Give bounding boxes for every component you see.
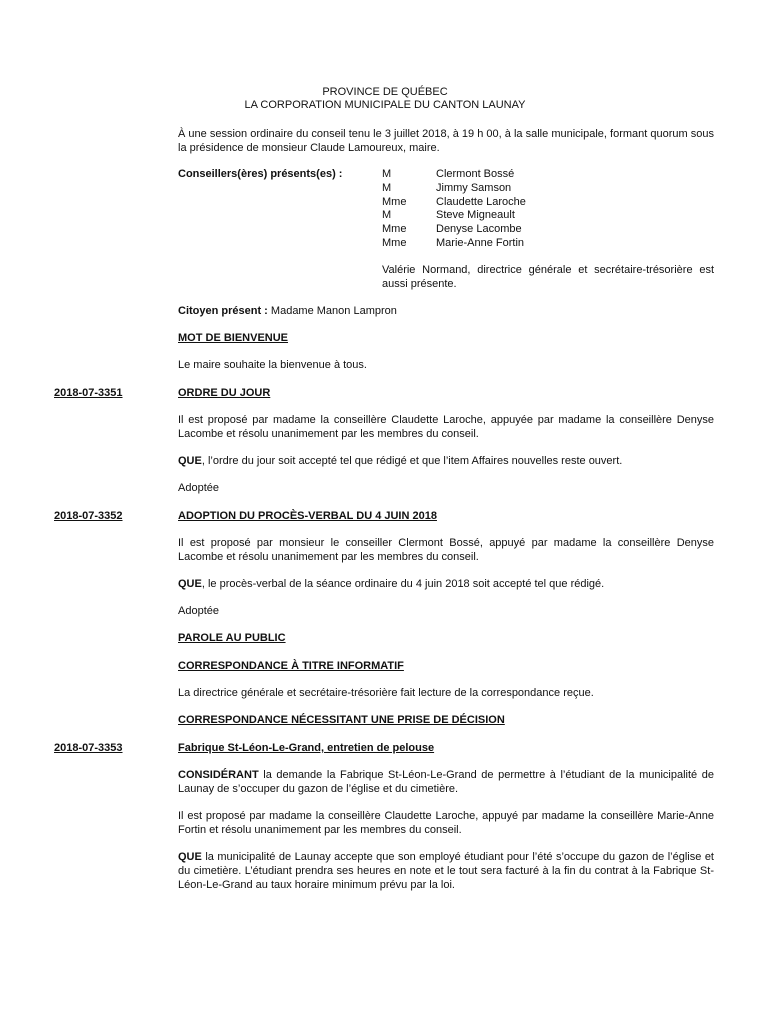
- minutes-que: [178, 577, 604, 591]
- dg-presence-note: Valérie Normand, directrice générale et secrétaire-trésorière est aussi présente.: [382, 264, 714, 290]
- member-title: M: [382, 168, 392, 180]
- corr-info-heading: CORRESPONDANCE À TITRE INFORMATIF: [178, 660, 404, 672]
- resolution-number: 2018-07-3353: [54, 742, 123, 754]
- citizen-name: Madame Manon Lampron: [267, 305, 397, 317]
- que-text: , le procès-verbal de la séance ordinaire du 4 juin 2018 soit accepté tel que rédigé.: [201, 578, 605, 590]
- member-title: Mme: [382, 196, 407, 208]
- agenda-adopted: Adoptée: [178, 482, 219, 494]
- attendance-row: [382, 222, 722, 236]
- attendance-row: [382, 167, 722, 181]
- citizen-label: Citoyen présent :: [178, 305, 268, 317]
- resolution-number: 2018-07-3351: [54, 387, 123, 399]
- member-title: M: [382, 182, 392, 194]
- minutes-proposal: Il est proposé par monsieur le conseiller Clermont Bossé, appuyé par madame la conseillère Denyse Lacombe et résolu unanimement par les membres du conseil.: [178, 537, 714, 563]
- welcome-text: Le maire souhaite la bienvenue à tous.: [178, 359, 367, 371]
- welcome-heading: MOT DE BIENVENUE: [178, 332, 289, 344]
- agenda-que: [178, 454, 622, 468]
- member-name: Marie-Anne Fortin: [436, 237, 525, 249]
- attendance-row: [382, 236, 722, 250]
- que-label: QUE: [178, 578, 202, 590]
- considerant-label: CONSIDÉRANT: [178, 769, 259, 781]
- header-province: PROVINCE DE QUÉBEC: [322, 86, 448, 98]
- member-name: Jimmy Samson: [436, 182, 512, 194]
- fabrique-que: [178, 850, 714, 892]
- considerant-text: la demande la Fabrique St-Léon-Le-Grand de permettre à l’étudiant de la municipalité de Launay de s’occuper du gazon de l’église et du cimetière.: [178, 769, 714, 795]
- minutes-adopted: Adoptée: [178, 605, 219, 617]
- attendance-row: [382, 208, 722, 222]
- member-title: M: [382, 209, 392, 221]
- attendance-label: Conseillers(ères) présents(es) :: [178, 168, 343, 180]
- fabrique-considerant: [178, 768, 714, 796]
- fabrique-heading: Fabrique St-Léon-Le-Grand, entretien de pelouse: [178, 742, 435, 754]
- citizen-line: [178, 304, 397, 318]
- que-text: , l’ordre du jour soit accepté tel que rédigé et que l’item Affaires nouvelles reste ouvert.: [201, 455, 623, 467]
- member-title: Mme: [382, 237, 407, 249]
- minutes-heading: ADOPTION DU PROCÈS-VERBAL DU 4 JUIN 2018: [178, 510, 437, 522]
- intro-paragraph: À une session ordinaire du conseil tenu le 3 juillet 2018, à 19 h 00, à la salle municipale, formant quorum sous la présidence de monsieur Claude Lamoureux, maire.: [178, 128, 714, 154]
- member-title: Mme: [382, 223, 407, 235]
- que-text: la municipalité de Launay accepte que son employé étudiant pour l’été s’occupe du gazon de l’église et du cimetière. L’étudiant prendra ses heures en note et le tout sera facturé à la fin du contrat à la Fabrique St-Léon-Le-Grand au taux horaire minimum prévu par la loi.: [178, 851, 714, 891]
- attendance-row: [382, 195, 722, 209]
- attendance-row: [382, 181, 722, 195]
- corr-info-text: La directrice générale et secrétaire-trésorière fait lecture de la correspondance reçue.: [178, 687, 594, 699]
- que-label: QUE: [178, 455, 202, 467]
- member-name: Denyse Lacombe: [436, 223, 522, 235]
- member-name: Clermont Bossé: [436, 168, 515, 180]
- agenda-heading: ORDRE DU JOUR: [178, 387, 271, 399]
- header-corporation: LA CORPORATION MUNICIPALE DU CANTON LAUNAY: [244, 99, 526, 111]
- public-heading: PAROLE AU PUBLIC: [178, 632, 286, 644]
- resolution-number: 2018-07-3352: [54, 510, 123, 522]
- agenda-proposal: Il est proposé par madame la conseillère Claudette Laroche, appuyée par madame la conseillère Denyse Lacombe et résolu unanimement par les membres du conseil.: [178, 414, 714, 440]
- que-label: QUE: [178, 851, 202, 863]
- member-name: Claudette Laroche: [436, 196, 526, 208]
- fabrique-proposal: Il est proposé par madame la conseillère Claudette Laroche, appuyé par madame la conseillère Marie-Anne Fortin et résolu unanimement par les membres du conseil.: [178, 810, 714, 836]
- member-name: Steve Migneault: [436, 209, 515, 221]
- corr-decision-heading: CORRESPONDANCE NÉCESSITANT UNE PRISE DE DÉCISION: [178, 714, 505, 726]
